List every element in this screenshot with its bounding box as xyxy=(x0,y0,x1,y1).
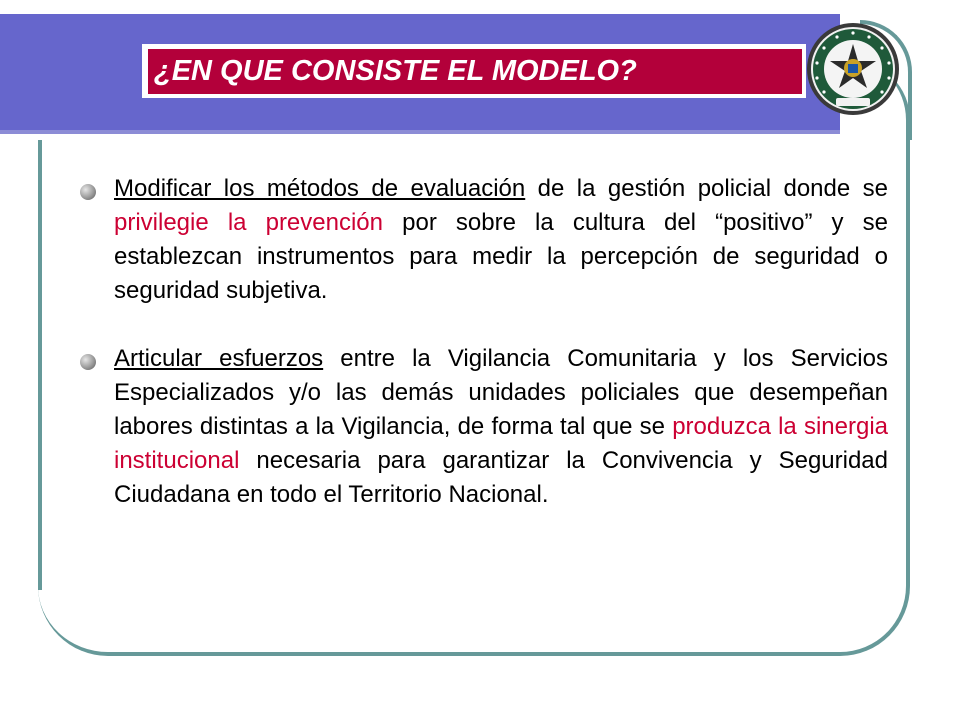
police-seal-icon xyxy=(806,22,900,116)
bullet-text: necesaria para garantizar la Convivencia y Seguridad Ciudadana en todo el Territorio Nacional. xyxy=(114,447,888,508)
bullet-text: por sobre la cultura del “positivo” y se establezcan instrumentos para medir la percepción de seguridad o seguridad subjetiva. xyxy=(114,209,889,304)
bullet-list xyxy=(80,172,888,546)
slide-title: ¿EN QUE CONSISTE EL MODELO? xyxy=(154,55,637,87)
bullet-highlight-text: privilegie la prevención xyxy=(114,209,384,236)
bullet-text: entre la Vigilancia Comunitaria y los Servicios Especializados y/o las demás unidades policiales que desempeñan labores distintas a la Vigilancia, de forma tal que se xyxy=(114,345,888,440)
bullet-underlined-text: Articular esfuerzos xyxy=(114,345,324,372)
bullet-dot-icon xyxy=(80,354,96,370)
bullet-paragraph xyxy=(114,172,888,308)
bullet-dot-icon xyxy=(80,184,96,200)
bullet-text: de la gestión policial donde se xyxy=(525,175,888,202)
bullet-highlight-text: produzca la sinergia institucional xyxy=(114,413,888,474)
content-frame-left-edge xyxy=(38,140,42,590)
bullet-item-articulation xyxy=(80,342,888,512)
bullet-paragraph xyxy=(114,342,888,512)
bullet-item-evaluation xyxy=(80,172,888,308)
bullet-underlined-text: Modificar los métodos de evaluación xyxy=(114,175,526,202)
